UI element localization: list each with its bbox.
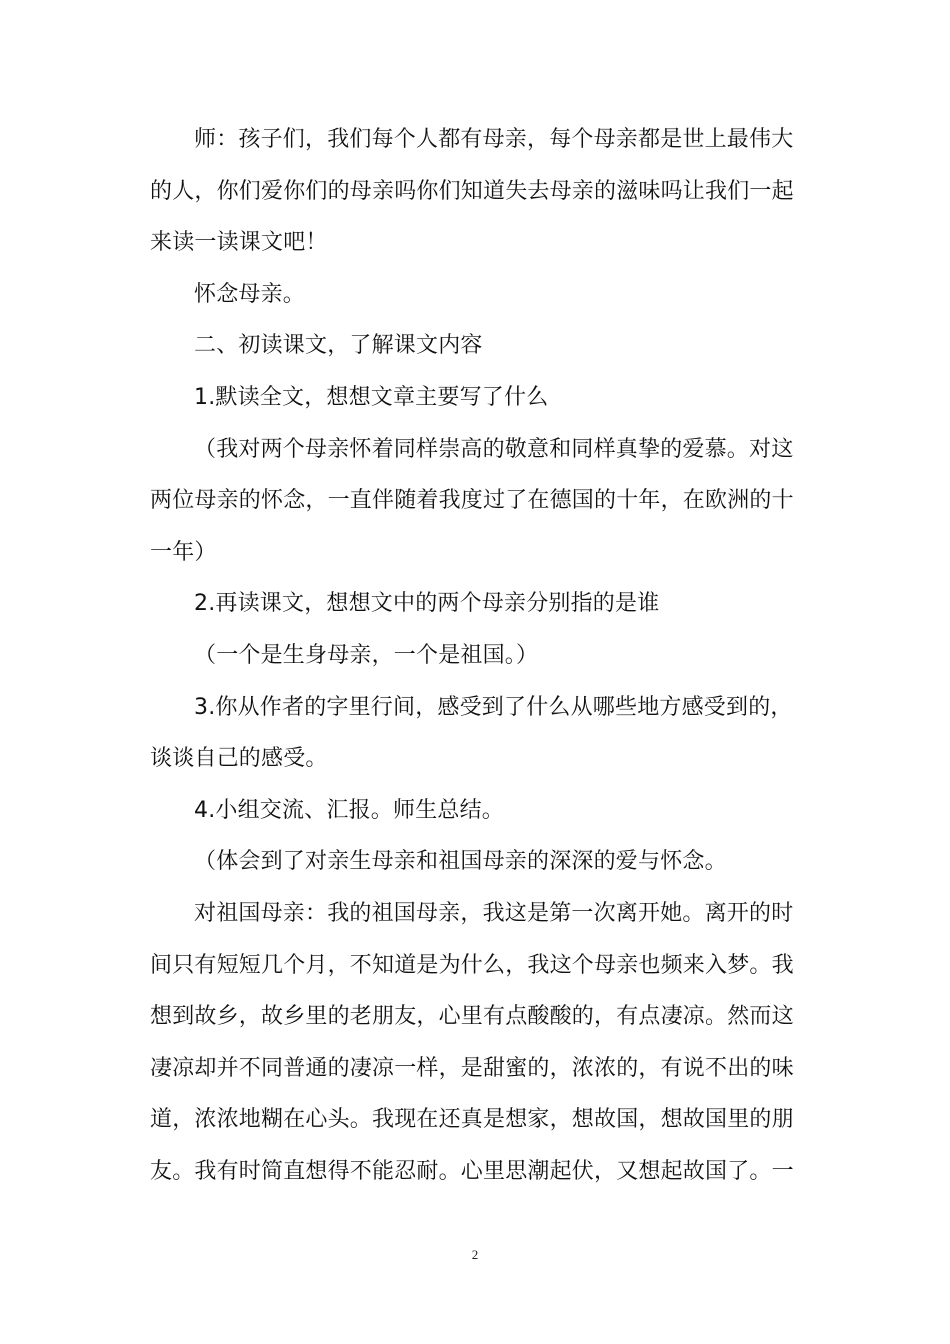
- paragraph-motherland: 对祖国母亲：我的祖国母亲，我这是第一次离开她。离开的时间只有短短几个月，不知道是为什么，我这个母亲也频来入梦。我想到故乡，故乡里的老朋友，心里有点酸酸的，有点凄凉。然而这凄凉却并不同普通的凄凉一样，是甜蜜的，浓浓的，有说不出的味道，浓浓地糊在心头。我现在还真是想家，想故国，想故国里的朋友。我有时简直想得不能忍耐。心里思潮起伏，又想起故国了。一: [150, 900, 794, 1184]
- answer-summary: （体会到了对亲生母亲和祖国母亲的深深的爱与怀念。: [194, 849, 727, 875]
- answer-item-1: （我对两个母亲怀着同样崇高的敬意和同样真挚的爱慕。对这两位母亲的怀念，一直伴随着我度过了在德国的十年，在欧洲的十一年）: [150, 436, 794, 565]
- paragraph-teacher-intro: 师：孩子们，我们每个人都有母亲，每个母亲都是世上最伟大的人，你们爱你们的母亲吗你们知道失去母亲的滋味吗让我们一起来读一读课文吧！: [150, 127, 794, 256]
- task-item-3: 3.你从作者的字里行间，感受到了什么从哪些地方感受到的，谈谈自己的感受。: [150, 694, 793, 772]
- paragraph-title-line: 怀念母亲。: [194, 281, 306, 307]
- document-body: [150, 114, 800, 1197]
- page-number: 2: [471, 1247, 479, 1262]
- task-item-1: 1.默读全文，想想文章主要写了什么: [194, 384, 549, 410]
- task-item-2: 2.再读课文，想想文中的两个母亲分别指的是谁: [194, 591, 660, 617]
- section-heading-first-reading: 二、初读课文，了解课文内容: [194, 333, 483, 359]
- task-item-4: 4.小组交流、汇报。师生总结。: [194, 797, 504, 823]
- answer-item-2: （一个是生身母亲，一个是祖国。）: [194, 642, 539, 668]
